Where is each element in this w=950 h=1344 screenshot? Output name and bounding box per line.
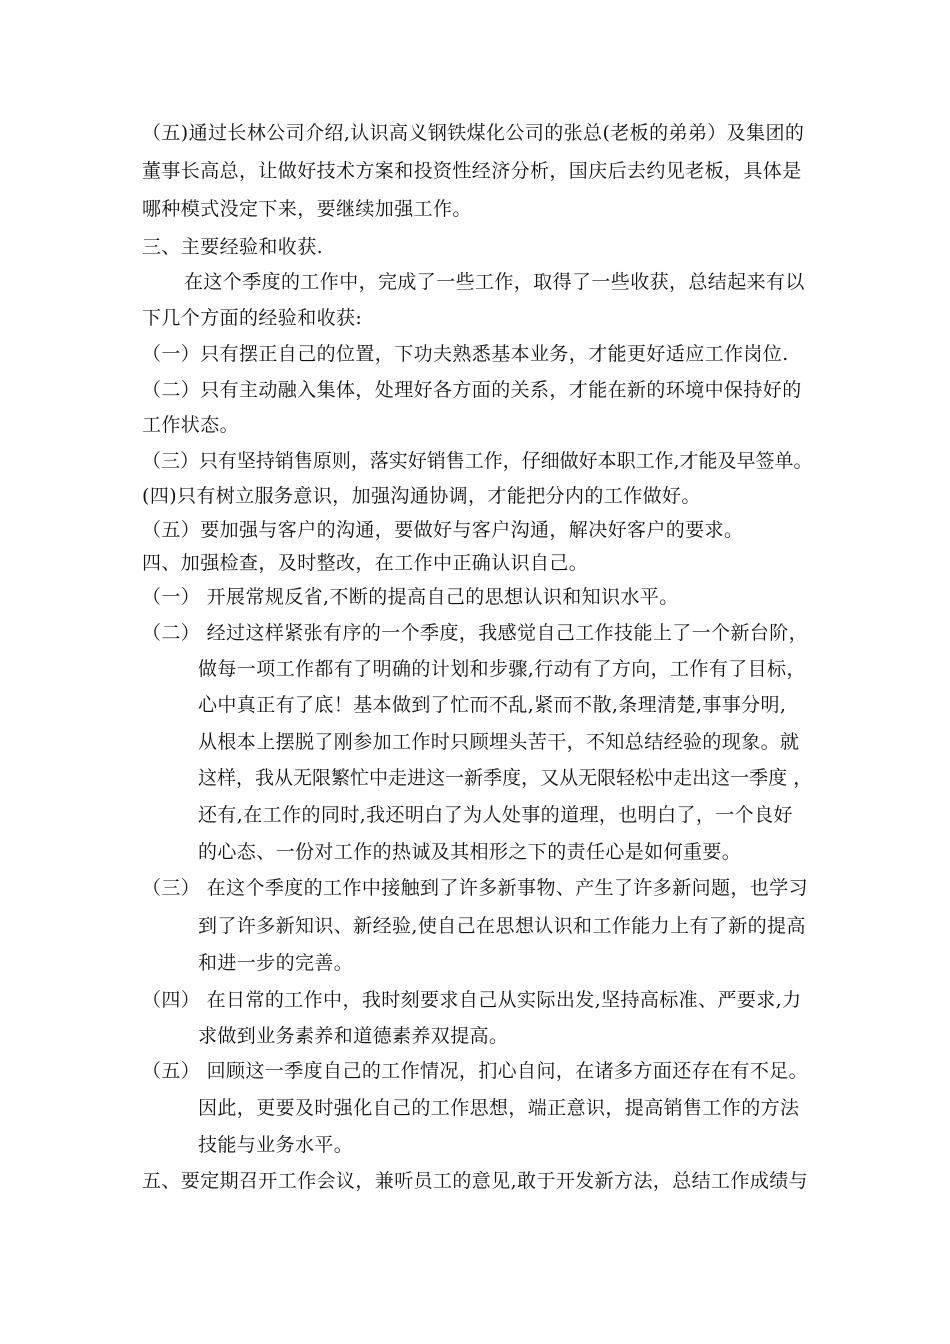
text-line: （一） 开展常规反省,不断的提高自己的思想认识和知识水平。 [142,586,679,608]
section-heading: 三、主要经验和收获. [142,236,324,258]
text-line: （五）要加强与客户的沟通，要做好与客户沟通，解决好客户的要求。 [142,519,744,541]
text-line: 和进一步的完善。 [198,952,354,974]
text-line: 工作状态。 [142,414,240,436]
text-line: （四） 在日常的工作中，我时刻要求自己从实际出发,坚持高标准、严要求,力 [142,989,802,1011]
text-line: 这样，我从无限繁忙中走进这一新季度，又从无限轻松中走出这一季度 ， [198,767,813,789]
text-line: 还有,在工作的同时,我还明白了为人处事的道理，也明白了，一个良好 [198,804,793,826]
text-line: （五） 回顾这一季度自己的工作情况，扪心自问，在诸多方面还存在有不足。 [142,1060,809,1082]
text-line: 下几个方面的经验和收获: [142,307,363,329]
section-heading: 五、要定期召开工作会议，兼听员工的意见,敢于开发新方法，总结工作成绩与 [142,1170,809,1192]
text-line: 做每一项工作都有了明确的计划和步骤,行动有了方向，工作有了目标， [198,658,806,680]
text-line: 的心态、一份对工作的热诚及其相形之下的责任心是如何重要。 [198,841,742,863]
text-line: (四)只有树立服务意识，加强沟通协调，才能把分内的工作做好。 [142,485,701,507]
text-line: 心中真正有了底！基本做到了忙而不乱,紧而不散,条理清楚,事事分明, [198,694,787,716]
text-line: （二）只有主动融入集体，处理好各方面的关系，才能在新的环境中保持好的 [142,379,802,401]
text-line: （三）只有坚持销售原则，落实好销售工作，仔细做好本职工作,才能及早签单。 [142,450,813,472]
text-line: 哪种模式没定下来，要继续加强工作。 [142,198,472,220]
text-line: 在这个季度的工作中，完成了一些工作，取得了一些收获，总结起来有以 [184,271,805,293]
section-heading: 四、加强检查，及时整改，在工作中正确认识自己。 [142,552,589,574]
text-line: 技能与业务水平。 [198,1134,354,1156]
text-line: （三） 在这个季度的工作中接触到了许多新事物、产生了许多新问题，也学习 [142,877,809,899]
text-line: （五)通过长林公司介绍,认识高义钢铁煤化公司的张总(老板的弟弟）及集团的 [142,122,805,144]
text-line: 从根本上摆脱了刚参加工作时只顾埋头苦干，不知总结经验的现象。就 [198,731,800,753]
text-line: 因此，更要及时强化自己的工作思想，端正意识，提高销售工作的方法 [198,1097,800,1119]
text-line: 到了许多新知识、新经验,使自己在思想认识和工作能力上有了新的提高 [198,915,806,937]
text-line: 董事长高总，让做好技术方案和投资性经济分析，国庆后去约见老板，具体是 [142,160,802,182]
text-line: 求做到业务素养和道德素养双提高。 [198,1025,509,1047]
text-line: （二） 经过这样紧张有序的一个季度，我感觉自己工作技能上了一个新台阶， [142,622,809,644]
text-line: （一）只有摆正自己的位置，下功夫熟悉基本业务，才能更好适应工作岗位. [142,343,789,365]
